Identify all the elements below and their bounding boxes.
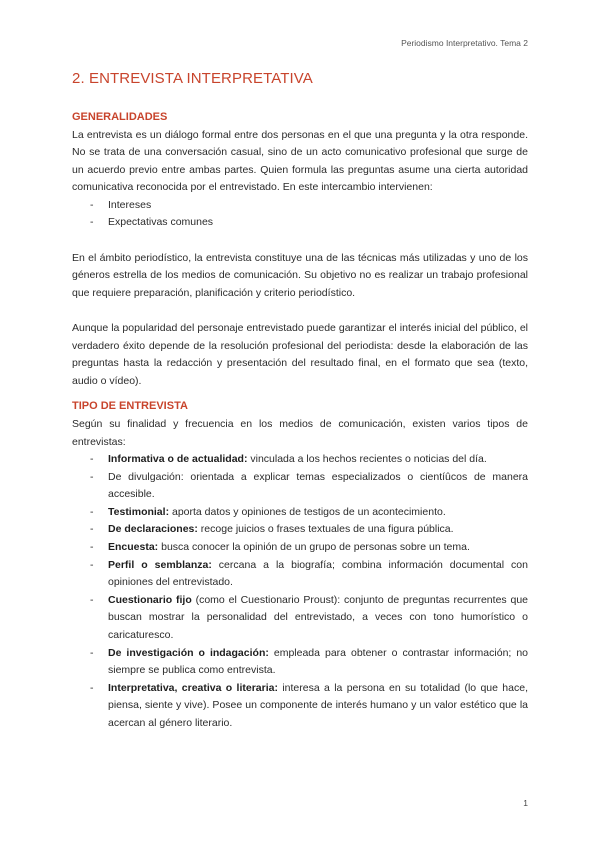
list-item: - Encuesta: busca conocer la opinión de un grupo de personas sobre un tema. [90,541,470,554]
document-body [72,70,528,733]
page-title: 2. ENTREVISTA INTERPRETATIVA [72,70,313,87]
tipos-intro: Según su finalidad y frecuencia en los medios de comunicación, existen varios tipos de entrevistas: [72,417,528,448]
list-item: - De divulgación: orientada a explicar temas especializados o cientíûcos de manera accesible. [90,470,528,501]
list-item: - Interpretativa, creativa o literaria: interesa a la persona en su totalidad (lo que hace, piensa, siente y vive). Posee un componente de interés humano y un valor estético que la acercan al género literario. [90,681,528,729]
list-item: - Testimonial: aporta datos y opiniones de testigos de un acontecimiento. [90,505,446,518]
generalidades-intro: La entrevista es un diálogo formal entre dos personas en el que una pregunta y la otra responde. No se trata de una conversación casual, sino de un acto comunicativo profesional que surge de un acuerdo previo entre ambas partes. Quien formula las preguntas asume una cierta autoridad comunicativa reconocida por el entrevistado. En este intercambio intervienen: [72,128,528,194]
participants-list [72,197,528,232]
generalidades-paragraph-3: Aunque la popularidad del personaje entrevistado puede garantizar el interés inicial del público, el verdadero éxito depende de la resolución profesional del periodista: desde la elaboración de las preguntas hasta la redacción y presentación del resultado final, en el formato que sea (texto, audio o vídeo). [72,322,528,387]
running-header: Periodismo Interpretativo. Tema 2 [401,38,528,48]
list-item: - Intereses [72,197,528,215]
list-item: - Cuestionario fijo (como el Cuestionario Proust): conjunto de preguntas recurrentes que buscan mostrar la personalidad del entrevistado, a veces con tono humorístico o caricaturesco. [90,593,529,642]
list-item: - De declaraciones: recoge juicios o frases textuales de una figura pública. [90,523,454,536]
page-number: 1 [523,798,528,808]
list-dash: - [90,198,94,211]
section-heading-generalidades: GENERALIDADES [72,111,168,123]
list-item: - Informativa o de actualidad: vinculada a los hechos recientes o noticias del día. [90,453,487,466]
list-item: - Perfil o semblanza: cercana a la biografía; combina información documental con opiniones del entrevistado. [90,558,528,589]
list-dash: - [90,216,94,229]
section-heading-tipos: TIPO DE ENTREVISTA [72,400,188,413]
list-item: - De investigación o indagación: empleada para obtener o contrastar información; no siempre se publica como entrevista. [90,646,528,677]
generalidades-paragraph-2: En el ámbito periodístico, la entrevista constituye una de las técnicas más utilizadas y uno de los géneros estrella de los medios de comunicación. Su objetivo no es realizar un trabajo profesional que requiere preparación, planificación y criterio periodístico. [72,251,528,299]
interview-types-list [72,451,528,733]
list-item: - Expectativas comunes [72,214,528,232]
